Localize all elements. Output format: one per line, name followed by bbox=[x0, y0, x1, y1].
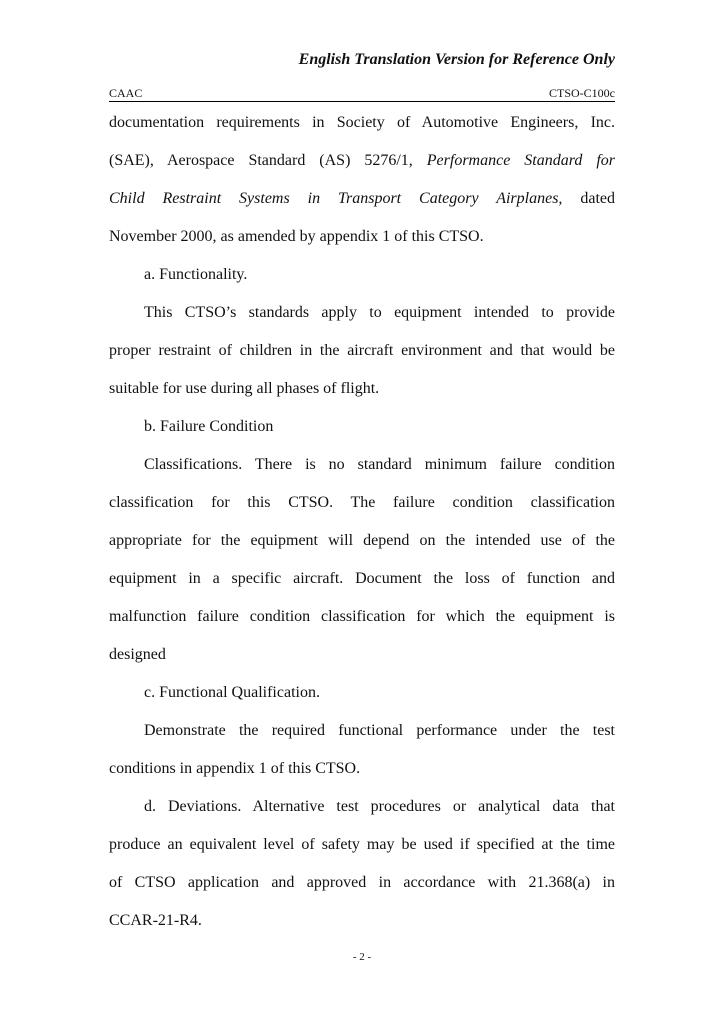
text-line: Demonstrate the required functional performance under the test bbox=[144, 722, 615, 739]
header-doc-id: CTSO-C100c bbox=[549, 86, 615, 100]
page-header bbox=[109, 86, 615, 101]
text-line: Classifications. There is no standard minimum failure condition bbox=[144, 456, 615, 473]
text-line: November 2000, as amended by appendix 1 of this CTSO. bbox=[109, 228, 484, 245]
text-line bbox=[109, 142, 615, 180]
header-rule bbox=[109, 101, 615, 102]
text-span: (SAE), Aerospace Standard (AS) 5276/1, bbox=[109, 152, 427, 169]
text-line: suitable for use during all phases of flight. bbox=[109, 380, 380, 397]
page-number: - 2 - bbox=[352, 951, 372, 963]
text-line: classification for this CTSO. The failure condition classification bbox=[109, 494, 615, 511]
document-body bbox=[109, 104, 615, 940]
translation-banner: English Translation Version for Reference Only bbox=[298, 51, 615, 68]
section-heading-functionality: a. Functionality. bbox=[144, 266, 248, 283]
text-line: designed bbox=[109, 646, 166, 663]
section-heading-deviations: d. Deviations. Alternative test procedures or analytical data that bbox=[144, 798, 615, 815]
text-line: of CTSO application and approved in accordance with 21.368(a) in bbox=[109, 874, 615, 891]
text-italic: Performance Standard for bbox=[426, 152, 615, 169]
text-line: malfunction failure condition classification for which the equipment is bbox=[109, 608, 615, 625]
text-line: produce an equivalent level of safety may be used if specified at the time bbox=[109, 836, 615, 853]
text-line: documentation requirements in Society of Automotive Engineers, Inc. bbox=[109, 114, 615, 131]
text-line: conditions in appendix 1 of this CTSO. bbox=[109, 760, 361, 777]
text-span: dated bbox=[562, 190, 615, 207]
section-heading-failure-condition: b. Failure Condition bbox=[144, 418, 274, 435]
section-heading-functional-qualification: c. Functional Qualification. bbox=[144, 684, 320, 701]
text-italic: Child Restraint Systems in Transport Category Airplanes, bbox=[109, 190, 563, 207]
text-line bbox=[109, 180, 615, 218]
text-line: appropriate for the equipment will depend on the intended use of the bbox=[109, 532, 615, 549]
header-org: CAAC bbox=[109, 86, 143, 100]
text-line: CCAR-21-R4. bbox=[109, 912, 202, 929]
text-line: This CTSO’s standards apply to equipment intended to provide bbox=[144, 304, 615, 321]
text-line: proper restraint of children in the aircraft environment and that would be bbox=[109, 342, 615, 359]
text-line: equipment in a specific aircraft. Document the loss of function and bbox=[109, 570, 615, 587]
